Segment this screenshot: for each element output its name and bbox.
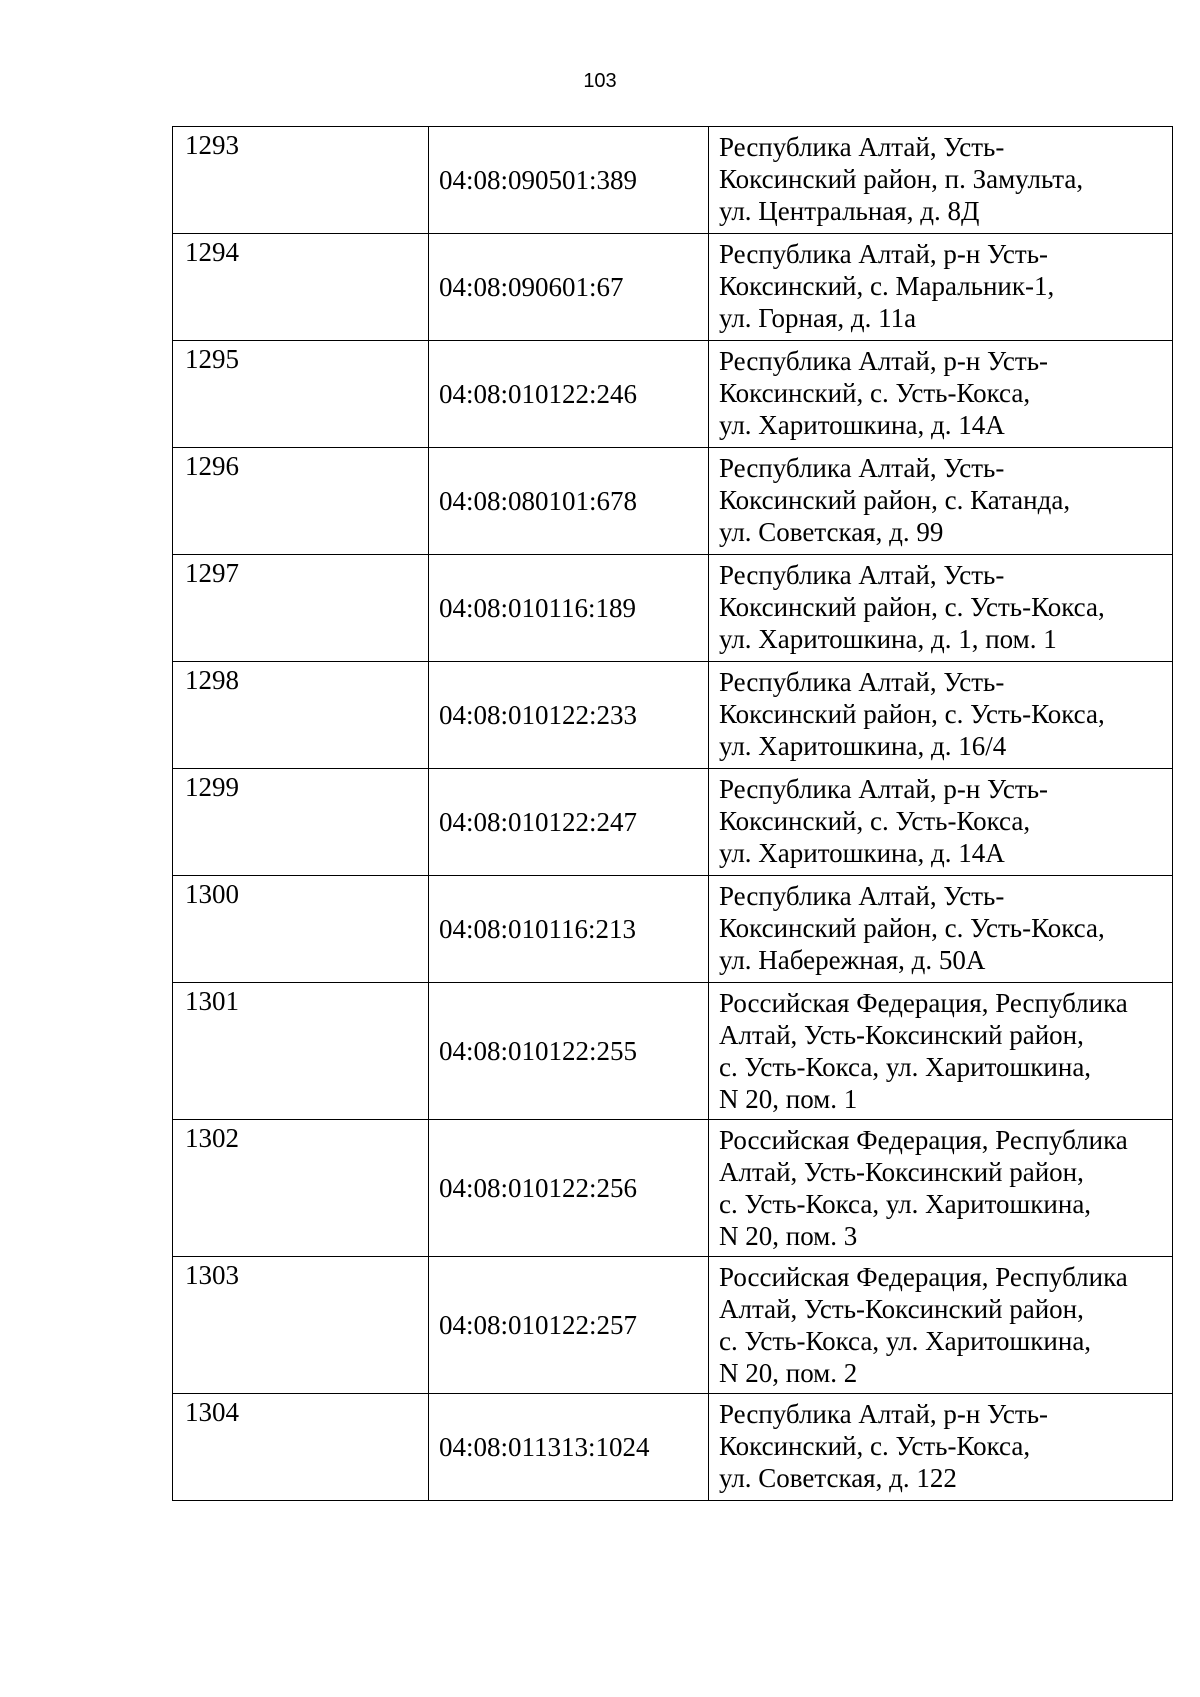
address-cell <box>709 1394 1173 1501</box>
address-cell <box>709 983 1173 1120</box>
address-line: Республика Алтай, Усть- <box>719 667 1005 697</box>
address-line: Республика Алтай, Усть- <box>719 560 1005 590</box>
row-number: 1303 <box>173 1257 429 1394</box>
registry-table-body <box>173 127 1173 1501</box>
address-line: ул. Набережная, д. 50А <box>719 945 986 975</box>
row-number: 1299 <box>173 769 429 876</box>
cadastral-number: 04:08:010122:257 <box>429 1257 709 1394</box>
cadastral-number: 04:08:010116:189 <box>429 555 709 662</box>
address-line: Республика Алтай, р-н Усть- <box>719 1399 1049 1429</box>
row-number: 1298 <box>173 662 429 769</box>
address-cell <box>709 341 1173 448</box>
address-line: Коксинский район, с. Усть-Кокса, <box>719 913 1105 943</box>
table-row <box>173 1394 1173 1501</box>
address-line: N 20, пом. 1 <box>719 1084 858 1114</box>
cadastral-number: 04:08:010122:233 <box>429 662 709 769</box>
address-cell <box>709 1257 1173 1394</box>
address-line: Российская Федерация, Республика <box>719 1125 1128 1155</box>
address-cell <box>709 1120 1173 1257</box>
address-line: ул. Харитошкина, д. 1, пом. 1 <box>719 624 1057 654</box>
cadastral-number: 04:08:010122:255 <box>429 983 709 1120</box>
row-number: 1295 <box>173 341 429 448</box>
address-line: ул. Горная, д. 11а <box>719 303 917 333</box>
address-line: Российская Федерация, Республика <box>719 988 1128 1018</box>
address-line: ул. Центральная, д. 8Д <box>719 196 980 226</box>
address-line: Республика Алтай, р-н Усть- <box>719 346 1049 376</box>
address-line: ул. Советская, д. 122 <box>719 1463 957 1493</box>
cadastral-number: 04:08:010122:246 <box>429 341 709 448</box>
table-row <box>173 662 1173 769</box>
row-number: 1300 <box>173 876 429 983</box>
address-cell <box>709 555 1173 662</box>
address-line: Республика Алтай, р-н Усть- <box>719 239 1049 269</box>
row-number: 1301 <box>173 983 429 1120</box>
address-line: с. Усть-Кокса, ул. Харитошкина, <box>719 1052 1092 1082</box>
address-line: с. Усть-Кокса, ул. Харитошкина, <box>719 1189 1092 1219</box>
table-row <box>173 983 1173 1120</box>
row-number: 1294 <box>173 234 429 341</box>
address-cell <box>709 662 1173 769</box>
table-row <box>173 1257 1173 1394</box>
address-cell <box>709 448 1173 555</box>
row-number: 1296 <box>173 448 429 555</box>
table-row <box>173 341 1173 448</box>
address-cell <box>709 769 1173 876</box>
cadastral-number: 04:08:080101:678 <box>429 448 709 555</box>
cadastral-number: 04:08:090601:67 <box>429 234 709 341</box>
address-line: Коксинский, с. Усть-Кокса, <box>719 378 1031 408</box>
table-row <box>173 127 1173 234</box>
registry-table <box>172 126 1173 1501</box>
address-line: Коксинский, с. Маральник-1, <box>719 271 1055 301</box>
table-row <box>173 234 1173 341</box>
table-row <box>173 876 1173 983</box>
address-line: Республика Алтай, р-н Усть- <box>719 774 1049 804</box>
row-number: 1293 <box>173 127 429 234</box>
cadastral-number: 04:08:090501:389 <box>429 127 709 234</box>
address-line: Республика Алтай, Усть- <box>719 453 1005 483</box>
cadastral-number: 04:08:010122:256 <box>429 1120 709 1257</box>
row-number: 1297 <box>173 555 429 662</box>
address-line: Республика Алтай, Усть- <box>719 881 1005 911</box>
address-line: Республика Алтай, Усть- <box>719 132 1005 162</box>
cadastral-number: 04:08:010122:247 <box>429 769 709 876</box>
address-line: Коксинский район, п. Замульта, <box>719 164 1084 194</box>
table-row <box>173 1120 1173 1257</box>
address-line: с. Усть-Кокса, ул. Харитошкина, <box>719 1326 1092 1356</box>
address-line: Коксинский район, с. Усть-Кокса, <box>719 699 1105 729</box>
table-row <box>173 555 1173 662</box>
cadastral-number: 04:08:011313:1024 <box>429 1394 709 1501</box>
address-cell <box>709 234 1173 341</box>
address-line: N 20, пом. 2 <box>719 1358 858 1388</box>
address-line: Российская Федерация, Республика <box>719 1262 1128 1292</box>
address-line: Алтай, Усть-Коксинский район, <box>719 1020 1084 1050</box>
row-number: 1304 <box>173 1394 429 1501</box>
address-cell <box>709 876 1173 983</box>
address-line: ул. Харитошкина, д. 14А <box>719 838 1005 868</box>
page-number: 103 <box>583 70 617 92</box>
address-line: Алтай, Усть-Коксинский район, <box>719 1294 1084 1324</box>
address-line: Коксинский, с. Усть-Кокса, <box>719 1431 1031 1461</box>
address-line: Коксинский район, с. Усть-Кокса, <box>719 592 1105 622</box>
address-line: Алтай, Усть-Коксинский район, <box>719 1157 1084 1187</box>
address-line: Коксинский, с. Усть-Кокса, <box>719 806 1031 836</box>
address-line: Коксинский район, с. Катанда, <box>719 485 1071 515</box>
table-row <box>173 448 1173 555</box>
row-number: 1302 <box>173 1120 429 1257</box>
cadastral-number: 04:08:010116:213 <box>429 876 709 983</box>
address-line: ул. Харитошкина, д. 14А <box>719 410 1005 440</box>
address-line: N 20, пом. 3 <box>719 1221 858 1251</box>
address-line: ул. Советская, д. 99 <box>719 517 944 547</box>
table-row <box>173 769 1173 876</box>
address-line: ул. Харитошкина, д. 16/4 <box>719 731 1007 761</box>
address-cell <box>709 127 1173 234</box>
